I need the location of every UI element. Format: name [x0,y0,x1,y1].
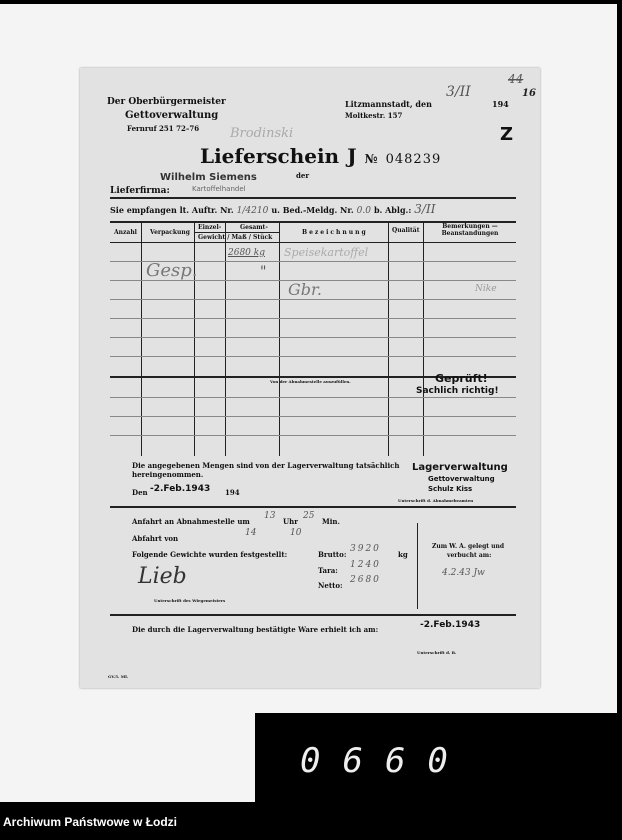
description-hand: Speisekartoffel [284,246,369,259]
archive-label: Archiwum Państwowe w Łodzi [3,815,178,829]
receipt-date-stamp: -2.Feb.1943 [420,620,481,630]
year-prefix: 194 [492,99,509,109]
confirm-year: 194 [225,488,240,497]
section-note: Von der Abnahmestelle auszufüllen. [270,379,351,384]
col-header-total: Gesamt- [240,224,268,231]
booked-value: 4.2.43 Jw [442,568,485,578]
firm-label: Lieferfirma: [110,186,170,196]
title-sub: der [296,171,310,180]
receipt-text: Die durch die Lagerverwaltung bestätigte Ware erhielt ich am: [132,625,379,634]
doc-title: Lieferschein [200,144,340,168]
checked-stamp-2: Sachlich richtig! [416,386,499,396]
ditto-hand: " [260,264,267,280]
order-number: 1/4210 [236,206,269,216]
place-date-hand: 3/II [446,84,471,100]
confirm-date-stamp: -2.Feb.1943 [150,484,211,494]
total-weight-hand: 2680 kg [228,248,265,258]
firm-stamp-sub: Kartoffelhandel [192,185,246,193]
address: Moltkestr. 157 [345,111,403,120]
weighmaster-signature: Lieb [138,564,187,589]
col-header-description: Bezeichnung [302,229,368,236]
col-header-weight: Gewicht / Maß / Stück [198,234,273,241]
office: Gettoverwaltung [125,110,219,121]
tara-label: Tara: [318,566,338,575]
col-header-remarks: Bemerkungen — Beanstandungen [441,223,499,237]
uhr-label: Uhr [283,517,298,526]
firm-stamp-name: Wilhelm Siemens [160,172,257,183]
checked-stamp: Geprüft! [435,372,488,385]
confirm-sig-label: Unterschrift d. Abnahmebeamten [398,498,474,503]
arrival-minute: 25 [303,511,315,521]
brutto-value: 3920 [350,544,381,554]
ablg-value: 3/II [414,202,436,216]
arrival-hour: 13 [264,511,276,521]
col-header-quality: Qualität [392,227,420,234]
weights-label: Folgende Gewichte wurden festgestellt: [132,550,288,559]
arrival-label: Anfahrt an Abnahmestelle um [132,517,250,526]
depart-hour: 14 [245,528,257,538]
place-date-label: Litzmannstadt, den [345,99,432,109]
requisition-label: u. Bed.-Meldg. Nr. [271,205,354,215]
number-label: № [364,152,378,166]
requisition-number: 0.0 [356,206,371,216]
brutto-label: Brutto: [318,550,347,559]
col-header-packing: Verpackung [150,229,190,236]
warehouse-stamp-2: Gettoverwaltung [428,475,495,483]
min-label: Min. [322,517,340,526]
order-label: Sie empfangen lt. Auftr. Nr. [110,205,234,215]
booked-label-2: verbucht am: [447,552,492,559]
col-header-single: Einzel- [198,224,222,231]
warehouse-stamp: Lagerverwaltung [412,462,508,473]
doc-series: J [347,144,357,168]
description2-hand: Gbr. [288,280,322,299]
delivery-note-document [80,68,540,688]
receipt-sig-label: Unterschrift d. B. [417,650,457,655]
netto-label: Netto: [318,581,343,590]
frame-number: 0660 [300,741,470,781]
letter-mark: Z [500,124,514,145]
depart-label: Abfahrt von [132,534,179,543]
packing-hand: Gesp. [146,260,198,281]
ablg-label: b. Ablg.: [373,205,412,215]
confirm-date-label: Den [132,488,148,497]
kg-label: kg [398,550,408,559]
order-row [110,202,435,216]
phone: Fernruf 251 72–76 [127,124,200,133]
tara-value: 1240 [350,560,381,570]
title-row [200,144,441,168]
remark-hand: Nike [475,284,497,294]
col-header-count: Anzahl [114,229,137,236]
doc-number: 048239 [385,152,442,167]
netto-value: 2680 [350,575,381,585]
name-stamp: Brodinski [230,126,294,141]
warehouse-stamp-3: Schulz Kiss [428,485,473,493]
authority: Der Oberbürgermeister [107,97,226,107]
depart-minute: 10 [290,528,302,538]
confirm-text: Die angegebenen Mengen sind von der Lagerverwaltung tatsächlich hereingenommen. [132,461,400,479]
page-mark: 44 [508,72,524,86]
form-code: GV.5. Ml. [108,674,129,679]
frame-counter [255,713,622,802]
booked-label: Zum W. A. gelegt und [432,543,505,550]
page-number: 16 [522,88,536,99]
weighmaster-sig-label: Unterschrift des Wiegemeisters [154,598,226,603]
